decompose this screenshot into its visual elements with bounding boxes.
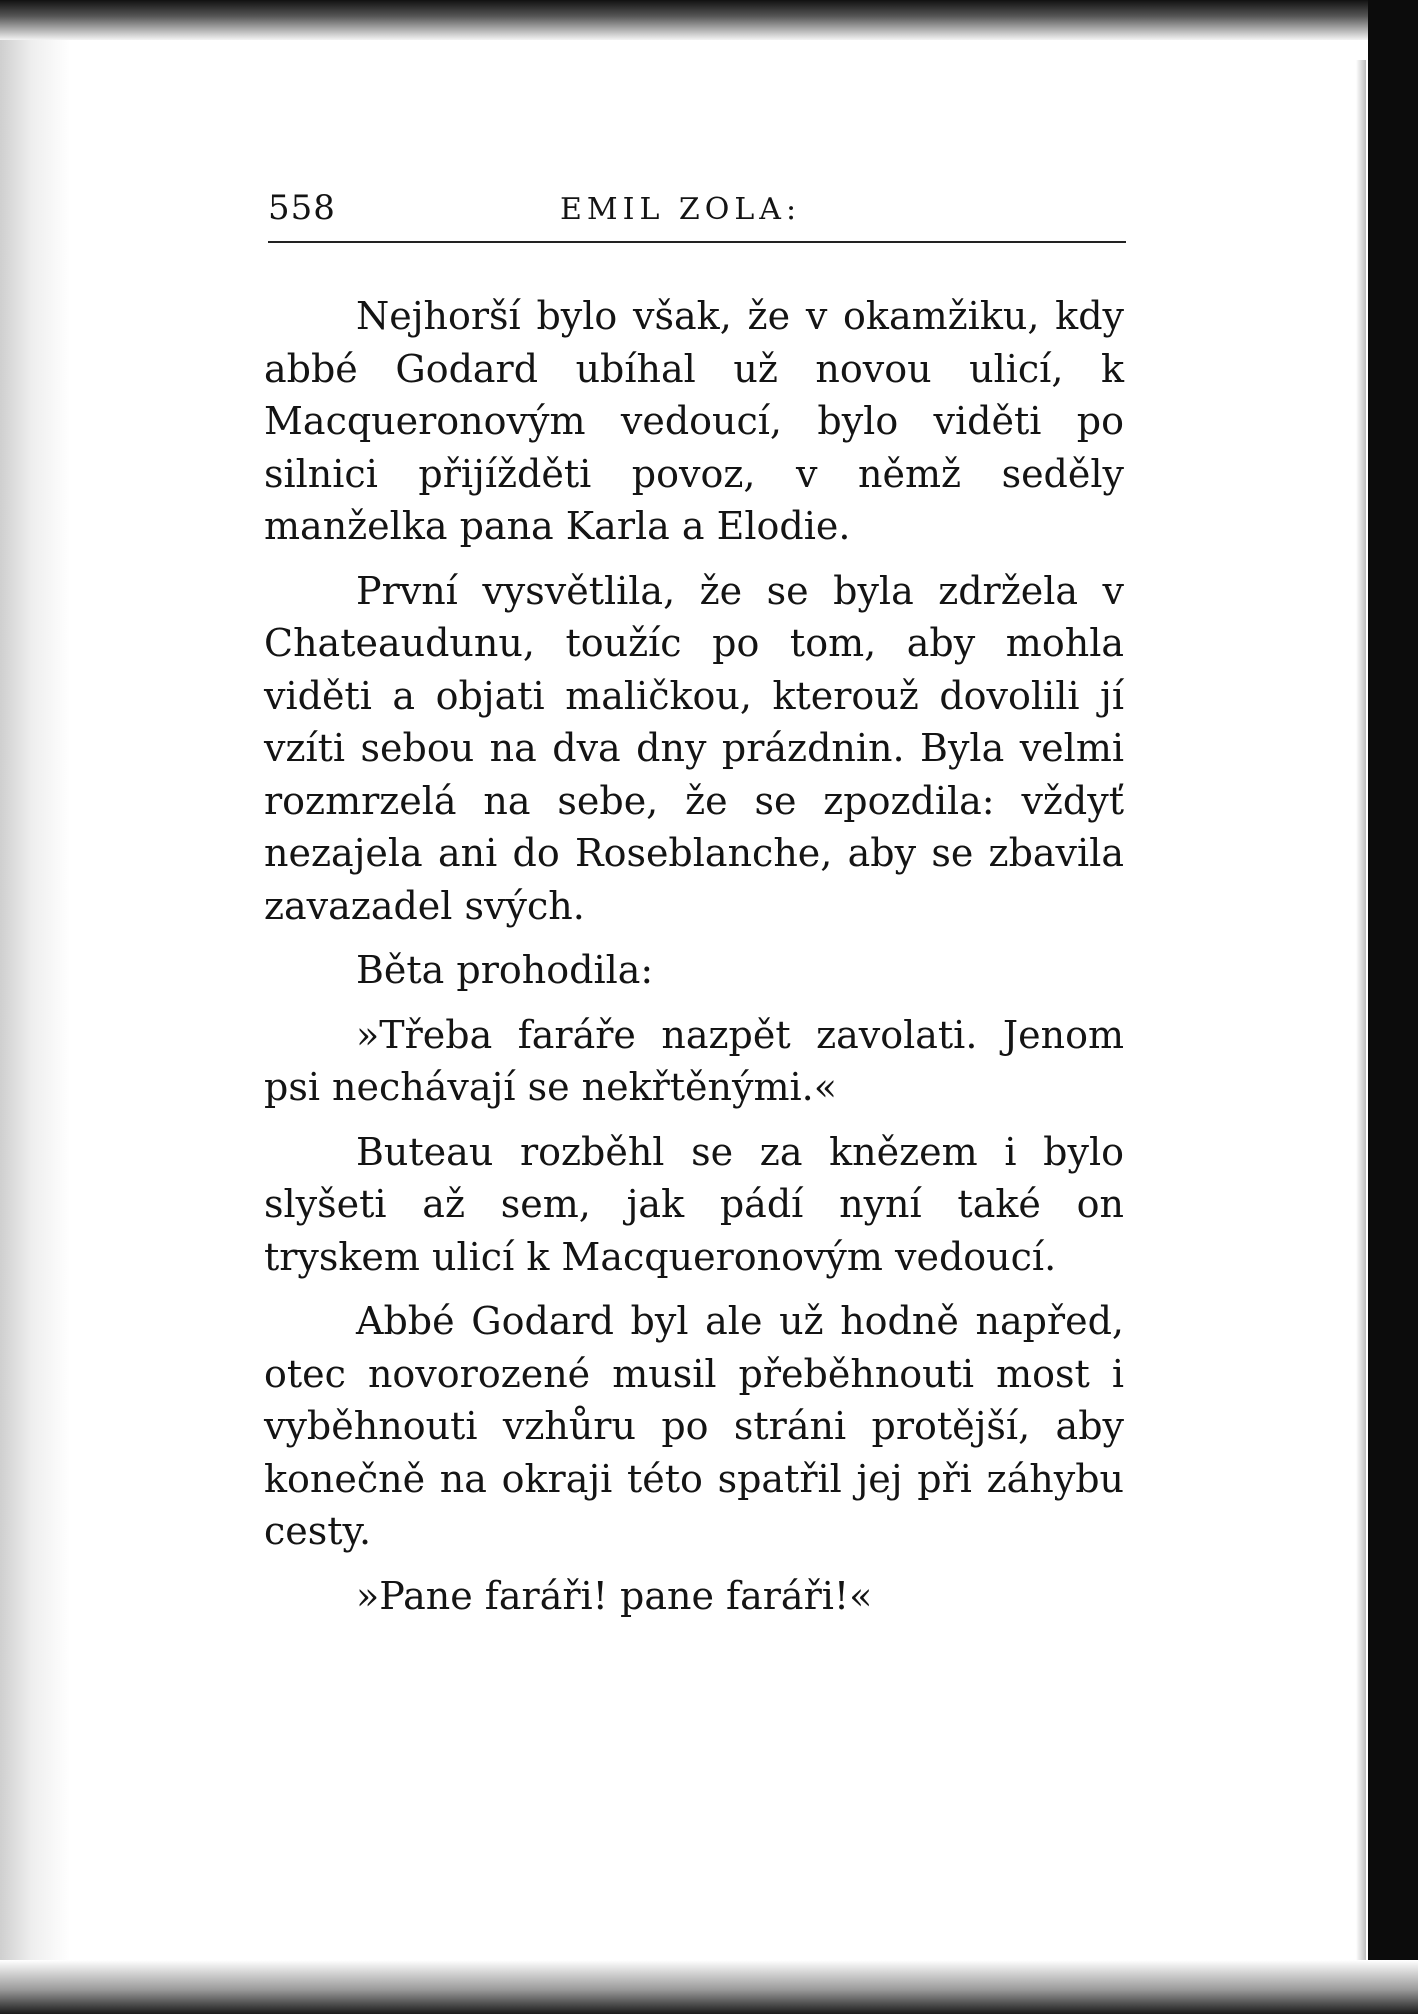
paragraph: Běta prohodila: [356, 948, 654, 992]
paragraph: »Pane faráři! pane faráři!« [356, 1573, 873, 1618]
page-body [264, 290, 1124, 1634]
paragraph: Buteau rozběhl se za knězem i bylo slyšeti až sem, jak pádí nyní také on tryskem ulicí k Macqueronovým vedoucí. [264, 1129, 1124, 1279]
paragraph: Abbé Godard byl ale už hodně napřed, otec novorozené musil přeběhnouti most i vyběhnouti vzhůru po stráni protější, aby konečně na okraji této spatřil jej při záhybu cesty. [264, 1299, 1124, 1553]
header-rule [268, 241, 1126, 243]
scan-edge-top [0, 0, 1418, 40]
paragraph: První vysvětlila, že se byla zdržela v Chateaudunu, toužíc po tom, aby mohla viděti a objati maličkou, kterouž dovolili jí vzíti sebou na dva dny prázdnin. Byla velmi rozmrzelá na sebe, že se zpozdila: vždyť nezajela ani do Roseblanche, aby se zbavila zavazadel svých. [264, 568, 1124, 928]
scan-edge-right-shadow [1356, 60, 1366, 1960]
scan-edge-bottom [0, 1960, 1418, 2014]
scan-edge-left [0, 0, 70, 2014]
scan-edge-right [1368, 0, 1418, 2014]
paragraph: Nejhorší bylo však, že v okamžiku, kdy abbé Godard ubíhal už novou ulicí, k Macqueronovým vedoucí, bylo viděti po silnici přijížděti povoz, v němž seděly manželka pana Karla a Elodie. [264, 294, 1124, 548]
page-number: 558 [268, 188, 336, 228]
running-title: EMIL ZOLA: [560, 192, 802, 227]
paragraph: »Třeba faráře nazpět zavolati. Jenom psi nechávají se nekřtěnými.« [264, 1012, 1124, 1109]
